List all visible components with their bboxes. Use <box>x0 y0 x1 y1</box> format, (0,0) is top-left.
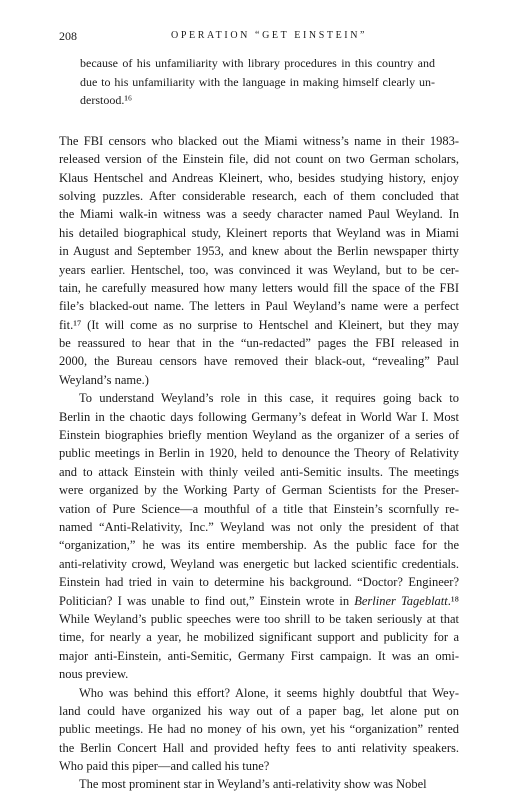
text-line: Einstein biographies briefly mention Weyland as the organizer of a series of <box>59 428 459 443</box>
text-line: Who was behind this effort? Alone, it seems highly doubtful that Wey- <box>79 685 459 700</box>
text-line: public meetings. He had no money of his own, yet his “organization” rented <box>59 722 459 737</box>
paragraph <box>59 389 459 683</box>
text-line: “organization,” he was its entire membership. As the public face for the <box>59 538 459 553</box>
text-line: file’s blacked-out name. The letters in Paul Weyland’s name were a perfect <box>59 299 459 314</box>
text-line: time, for nearly a year, he mobilized significant support and publicity for a <box>59 630 459 645</box>
text-line: were organized by the Working Party of German Scientists for the Preser- <box>59 483 459 498</box>
text-line: his detailed biographical study, Kleinert reports that Weyland was in Miami <box>59 225 459 240</box>
text-line: anti-relativity crowd, Weyland was energetic but lacked scientific credentials. <box>59 556 459 571</box>
text-line: released version of the Einstein file, did not count on two German scholars, <box>59 152 459 167</box>
text-line: major anti-Einstein, anti-Semitic, Germany First campaign. It was an omi- <box>59 648 459 663</box>
quote-line: because of his unfamiliarity with library procedures in this country and <box>80 56 435 70</box>
text-line: The most prominent star in Weyland’s anti-relativity show was Nobel <box>79 777 427 792</box>
text-line: the Berlin Concert Hall and provided hefty fees to anti relativity speakers. <box>59 740 459 755</box>
text-line: public meetings in Berlin in 1920, held to denounce the Theory of Relativity <box>59 446 459 461</box>
text-line: 2000, the Bureau censors have removed their black-out, “revealing” Paul <box>59 354 459 369</box>
text-line: years earlier. Hentschel, too, was convinced it was Weyland, but to be cer- <box>59 262 459 277</box>
text-line: named “Anti-Relativity, Inc.” Weyland was not only the president of that <box>59 519 459 534</box>
page-number: 208 <box>59 29 77 43</box>
paragraph <box>59 775 459 793</box>
text-line: in August and September 1953, and knew about the Berlin newspaper thirty <box>59 244 459 259</box>
text-line: Politician? I was unable to find out,” Einstein wrote in Berliner Tageblatt.¹⁸ <box>59 593 459 608</box>
text-line: The FBI censors who blacked out the Miami witness’s name in their 1983- <box>59 133 459 148</box>
quote-line: due to his unfamiliarity with the language in making himself clearly un- <box>80 74 435 89</box>
page-header <box>59 29 459 45</box>
text-line: tain, he carefully measured how many letters would fill the space of the FBI <box>59 280 459 295</box>
text-line: the Miami walk-in witness was a seedy character named Paul Weyland. In <box>59 207 459 222</box>
text-line: To understand Weyland’s role in this case, it requires going back to <box>79 391 459 406</box>
text-line: nous preview. <box>59 667 129 682</box>
text-line: Klaus Hentschel and Andreas Kleinert, who, besides studying history, enjoy <box>59 170 459 185</box>
text-line: Einstein had tried in vain to determine his background. “Doctor? Engineer? <box>59 575 459 590</box>
running-head: OPERATION “GET EINSTEIN” <box>171 30 368 41</box>
text-line: Who paid this piper—and called his tune? <box>59 759 270 774</box>
quote-line: derstood.¹⁶ <box>80 93 133 108</box>
body-text <box>59 54 459 794</box>
block-quote <box>80 54 435 110</box>
section-gap <box>59 110 459 132</box>
text-line: Weyland’s name.) <box>59 372 149 387</box>
text-line: solving puzzles. After considerable research, each of them concluded that <box>59 188 459 203</box>
text-line: Berlin in the chaotic days following Germany’s defeat in World War I. Most <box>59 409 459 424</box>
text-line: vation of Pure Science—a mouthful of a title that Einstein’s scornfully re- <box>59 501 459 516</box>
text-line: and to attack Einstein with thinly veiled anti-Semitic insults. The meetings <box>59 464 459 479</box>
paragraph <box>59 684 459 776</box>
paragraph <box>59 132 459 389</box>
text-line: be reassured to hear that in the “un-redacted” pages the FBI released in <box>59 336 459 351</box>
text-line: While Weyland’s public speeches were too shrill to be taken seriously at that <box>59 611 459 626</box>
text-line: fit.¹⁷ (It will come as no surprise to Hentschel and Kleinert, but they may <box>59 317 459 332</box>
newspaper-title: Berliner Tageblatt <box>354 593 448 608</box>
text-line: land could have organized his way out of a paper bag, let alone put on <box>59 703 459 718</box>
